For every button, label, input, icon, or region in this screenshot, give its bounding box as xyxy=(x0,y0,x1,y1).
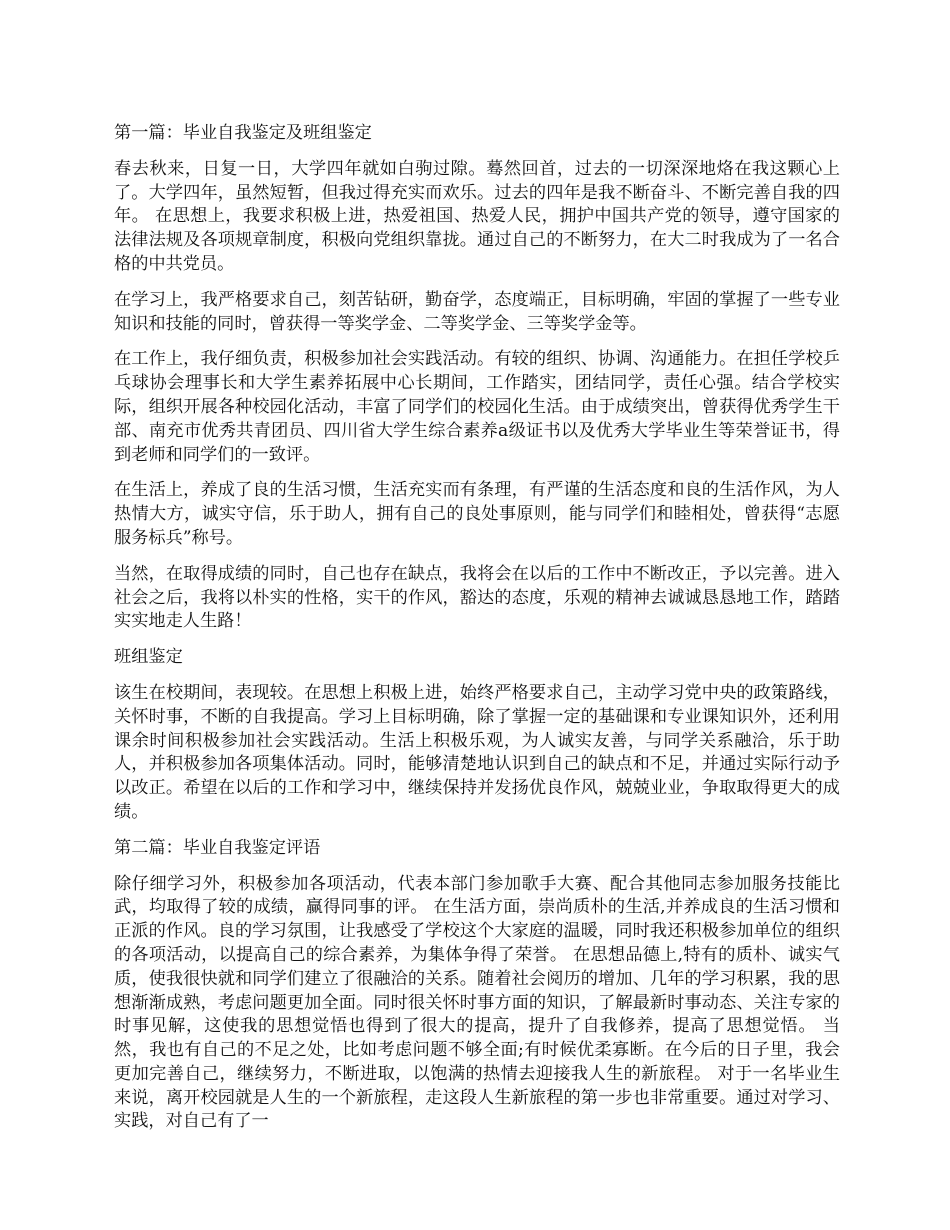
section-heading-2: 班组鉴定 xyxy=(114,647,183,668)
paragraph-4: 在生活上，养成了良的生活习惯，生活充实而有条理，有严谨的生活态度和良的生活作风，为人热情大方，诚实守信，乐于助人，拥有自己的良处事原则，能与同学们和睦相处，曾获得“志愿服务标兵”称号。 xyxy=(114,480,840,548)
paragraph-1: 春去秋来，日复一日，大学四年就如白驹过隙。蓦然回首，过去的一切深深地烙在我这颗心上了。大学四年，虽然短暂，但我过得充实而欢乐。过去的四年是我不断奋斗、不断完善自我的四年。 在思想上，我要求积极上进，热爱祖国、热爱人民，拥护中国共产党的领导，遵守国家的法律法规及各项规章制度，积极向党组织靠拢。通过自己的不断努力，在大二时我成为了一名合格的中共党员。 xyxy=(114,158,840,274)
paragraph-5: 当然，在取得成绩的同时，自己也存在缺点，我将会在以后的工作中不断改正，予以完善。进入社会之后，我将以朴实的性格，实干的作风，豁达的态度，乐观的精神去诚诚恳恳地工作，踏踏实实地走人生路！ xyxy=(114,563,840,632)
paragraph-6: 该生在校期间，表现较。在思想上积极上进，始终严格要求自己，主动学习党中央的政策路线，关怀时事，不断的自我提高。学习上目标明确，除了掌握一定的基础课和专业课知识外，还利用课余时间积极参加社会实践活动。生活上积极乐观，为人诚实友善，与同学关系融洽，乐于助人，并积极参加各项集体活动。同时，能够清楚地认识到自己的缺点和不足，并通过实际行动予以改正。希望在以后的工作和学习中，继续保持并发扬优良作风，兢兢业业，争取取得更大的成绩。 xyxy=(114,682,840,822)
paragraph-3: 在工作上，我仔细负责，积极参加社会实践活动。有较的组织、协调、沟通能力。在担任学校乒乓球协会理事长和大学生素养拓展中心长期间，工作踏实，团结同学，责任心强。结合学校实际，组织开展各种校园化活动，丰富了同学们的校园化生活。由于成绩突出，曾获得优秀学生干部、南充市优秀共青团员、四川省大学生综合素养a级证书以及优秀大学毕业生等荣誉证书，得到老师和同学们的一致评。 xyxy=(114,349,840,465)
paragraph-2: 在学习上，我严格要求自己，刻苦钻研，勤奋学，态度端正，目标明确，牢固的掌握了一些专业知识和技能的同时，曾获得一等奖学金、二等奖学金、三等奖学金等。 xyxy=(114,289,840,334)
section-heading-1: 第一篇：毕业自我鉴定及班组鉴定 xyxy=(114,123,372,143)
section-heading-3: 第二篇：毕业自我鉴定评语 xyxy=(114,837,321,858)
document-body xyxy=(114,122,840,1146)
paragraph-7: 除仔细学习外，积极参加各项活动，代表本部门参加歌手大赛、配合其他同志参加服务技能比武，均取得了较的成绩，赢得同事的评。 在生活方面，崇尚质朴的生活,并养成良的生活习惯和正派的作风。良的学习氛围，让我感受了学校这个大家庭的温暖，同时我还积极参加单位的组织的各项活动，以提高自己的综合素养，为集体争得了荣誉。 在思想品德上,特有的质朴、诚实气质，使我很快就和同学们建立了很融洽的关系。随着社会阅历的增加、几年的学习积累，我的思想渐渐成熟，考虑问题更加全面。同时很关怀时事方面的知识，了解最新时事动态、关注专家的时事见解，这使我的思想觉悟也得到了很大的提高，提升了自我修养，提高了思想觉悟。 当然，我也有自己的不足之处，比如考虑问题不够全面;有时候优柔寡断。在今后的日子里，我会更加完善自己，继续努力，不断进取，以饱满的热情去迎接我人生的新旅程。 对于一名毕业生来说，离开校园就是人生的一个新旅程，走这段人生新旅程的第一步也非常重要。通过对学习、实践，对自己有了一 xyxy=(114,873,840,1132)
